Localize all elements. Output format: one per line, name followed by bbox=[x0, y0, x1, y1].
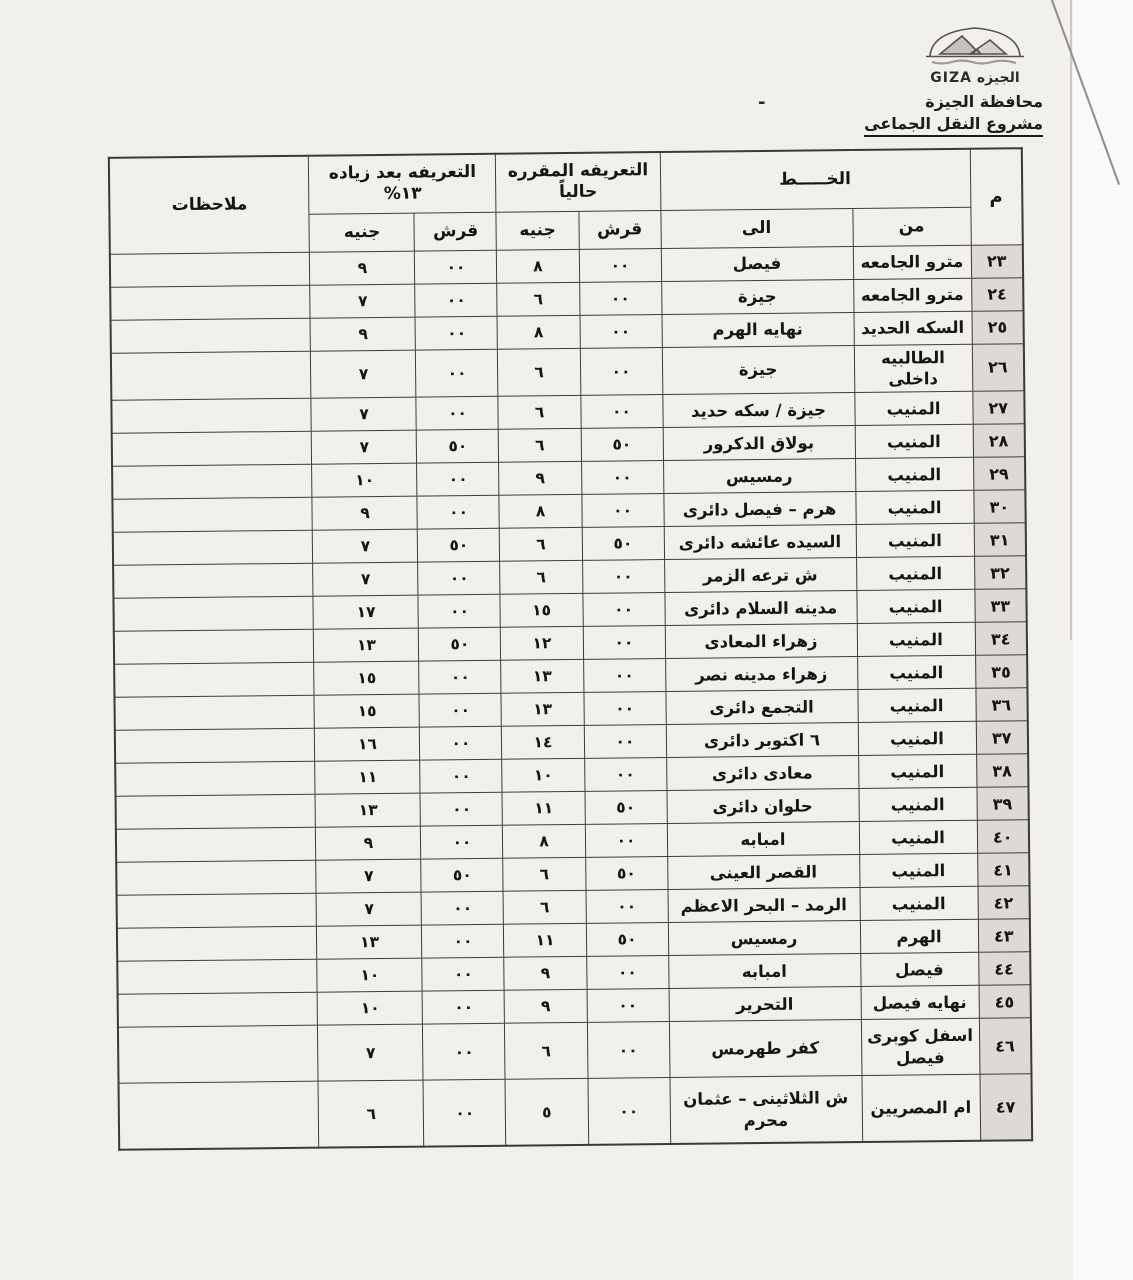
new-geneh-cell: ٩ bbox=[312, 496, 417, 530]
new-geneh-cell: ١٠ bbox=[317, 958, 422, 992]
new-qirsh-cell: ٥٠ bbox=[421, 859, 503, 893]
giza-logo-text: الجيزه GIZA bbox=[930, 70, 1020, 86]
fare-table-header bbox=[109, 148, 1023, 254]
current-qirsh-cell: ٠٠ bbox=[583, 692, 665, 726]
current-geneh-cell: ٦ bbox=[497, 282, 579, 316]
from-cell: المنيب bbox=[854, 392, 972, 426]
row-number-cell: ٣٩ bbox=[976, 787, 1028, 821]
new-qirsh-cell: ٠٠ bbox=[417, 496, 499, 530]
to-cell: الرمد – البحر الاعظم bbox=[668, 888, 860, 923]
header-current-tariff-line1: التعريفه المقرره bbox=[507, 160, 649, 182]
row-number-cell: ٤٢ bbox=[978, 886, 1030, 920]
new-qirsh-cell: ٠٠ bbox=[415, 316, 497, 350]
notes-cell bbox=[117, 927, 317, 962]
notes-cell bbox=[114, 663, 314, 698]
row-number-cell: ٤٤ bbox=[978, 952, 1030, 986]
notes-cell bbox=[110, 318, 310, 353]
row-number-cell: ٤٥ bbox=[979, 985, 1031, 1019]
from-cell: المنيب bbox=[856, 524, 974, 558]
notes-cell bbox=[110, 252, 310, 287]
header-number: م bbox=[970, 148, 1023, 245]
row-number-cell: ٢٧ bbox=[972, 391, 1024, 425]
from-cell: السكه الحديد bbox=[853, 311, 971, 345]
row-number-cell: ٣٨ bbox=[976, 754, 1028, 788]
from-cell: مترو الجامعه bbox=[853, 245, 971, 279]
new-geneh-cell: ١٥ bbox=[314, 694, 419, 728]
new-geneh-cell: ١٠ bbox=[318, 991, 423, 1025]
new-geneh-cell: ٧ bbox=[311, 397, 416, 431]
from-cell: المنيب bbox=[858, 755, 976, 789]
current-geneh-cell: ١٥ bbox=[500, 594, 582, 628]
to-cell: حلوان دائرى bbox=[666, 789, 858, 824]
new-qirsh-cell: ٠٠ bbox=[422, 925, 504, 959]
new-qirsh-cell: ٥٠ bbox=[419, 628, 501, 662]
new-geneh-cell: ٧ bbox=[313, 562, 418, 596]
current-geneh-cell: ٦ bbox=[500, 561, 582, 595]
to-cell: ٦ اكتوبر دائرى bbox=[666, 723, 858, 758]
current-qirsh-cell: ٠٠ bbox=[585, 824, 667, 858]
to-cell: رمسيس bbox=[663, 459, 855, 494]
notes-cell bbox=[111, 351, 311, 401]
current-geneh-cell: ٦ bbox=[503, 858, 585, 892]
to-cell: كفر طهرمس bbox=[669, 1020, 862, 1078]
notes-cell bbox=[114, 630, 314, 665]
from-cell: مترو الجامعه bbox=[853, 278, 971, 312]
notes-cell bbox=[115, 729, 315, 764]
current-geneh-cell: ٨ bbox=[497, 315, 579, 349]
new-qirsh-cell: ٠٠ bbox=[417, 463, 499, 497]
notes-cell bbox=[118, 1026, 319, 1084]
new-qirsh-cell: ٠٠ bbox=[415, 250, 497, 284]
giza-letterhead bbox=[895, 20, 1055, 86]
org-header bbox=[864, 92, 1043, 137]
current-qirsh-cell: ٠٠ bbox=[579, 248, 661, 282]
current-qirsh-cell: ٥٠ bbox=[584, 791, 666, 825]
notes-cell bbox=[118, 993, 318, 1028]
from-cell: فيصل bbox=[860, 953, 978, 987]
row-number-cell: ٢٦ bbox=[972, 343, 1024, 391]
to-cell: بولاق الدكرور bbox=[663, 426, 855, 461]
current-qirsh-cell: ٠٠ bbox=[580, 347, 662, 396]
current-geneh-cell: ٦ bbox=[498, 348, 581, 397]
row-number-cell: ٣٥ bbox=[975, 655, 1027, 689]
notes-cell bbox=[113, 564, 313, 599]
header-current-tariff-line2: حالياً bbox=[558, 181, 598, 203]
row-number-cell: ٢٤ bbox=[971, 277, 1023, 311]
to-cell: جيزة bbox=[662, 345, 854, 395]
to-cell: السيده عائشه دائرى bbox=[664, 525, 856, 560]
from-cell: المنيب bbox=[860, 887, 978, 921]
new-qirsh-cell: ٠٠ bbox=[422, 892, 504, 926]
row-number-cell: ٢٣ bbox=[971, 244, 1023, 278]
giza-pyramids-logo-icon bbox=[910, 20, 1040, 72]
page-dash-mark: - bbox=[758, 92, 766, 113]
notes-cell bbox=[116, 861, 316, 896]
header-line-group: الخـــــط bbox=[660, 149, 971, 210]
fare-table-row bbox=[118, 1018, 1032, 1084]
new-qirsh-cell: ٠٠ bbox=[420, 793, 502, 827]
from-cell: المنيب bbox=[857, 656, 975, 690]
notes-cell bbox=[113, 597, 313, 632]
current-qirsh-cell: ٠٠ bbox=[582, 593, 664, 627]
to-cell: امبابه bbox=[668, 954, 860, 989]
new-geneh-cell: ١٠ bbox=[312, 463, 417, 497]
new-geneh-cell: ٧ bbox=[318, 1024, 424, 1081]
notes-cell bbox=[112, 432, 312, 467]
new-geneh-cell: ١٣ bbox=[317, 925, 422, 959]
project-title: مشروع النقل الجماعى bbox=[864, 114, 1043, 137]
row-number-cell: ٣٦ bbox=[975, 688, 1027, 722]
from-cell: المنيب bbox=[855, 491, 973, 525]
to-cell: زهراء المعادى bbox=[665, 624, 857, 659]
governorate-title: محافظة الجيزة bbox=[925, 92, 1043, 111]
notes-cell bbox=[112, 465, 312, 500]
from-cell: ام المصريين bbox=[861, 1075, 980, 1142]
current-qirsh-cell: ٠٠ bbox=[581, 494, 663, 528]
notes-cell bbox=[114, 696, 314, 731]
current-qirsh-cell: ٠٠ bbox=[581, 461, 663, 495]
new-geneh-cell: ١٣ bbox=[315, 793, 420, 827]
current-qirsh-cell: ٠٠ bbox=[588, 1078, 671, 1145]
header-increased-tariff-group bbox=[309, 154, 497, 214]
current-qirsh-cell: ٠٠ bbox=[583, 626, 665, 660]
new-geneh-cell: ١٧ bbox=[313, 595, 418, 629]
new-qirsh-cell: ٠٠ bbox=[422, 958, 504, 992]
current-geneh-cell: ١٤ bbox=[502, 726, 584, 760]
new-qirsh-cell: ٠٠ bbox=[420, 760, 502, 794]
current-geneh-cell: ٩ bbox=[505, 990, 587, 1024]
current-geneh-cell: ٨ bbox=[497, 249, 579, 283]
current-qirsh-cell: ٠٠ bbox=[584, 725, 666, 759]
to-cell: رمسيس bbox=[668, 921, 860, 956]
new-qirsh-cell: ٠٠ bbox=[418, 595, 500, 629]
new-geneh-cell: ١٥ bbox=[314, 661, 419, 695]
from-cell: المنيب bbox=[856, 590, 974, 624]
header-increased-tariff-line2: ١٣% bbox=[383, 183, 422, 205]
notes-cell bbox=[112, 498, 312, 533]
to-cell: ش الثلاثينى – عثمان محرم bbox=[669, 1076, 862, 1144]
new-geneh-cell: ٧ bbox=[316, 859, 421, 893]
to-cell: جيزة bbox=[661, 279, 853, 314]
new-geneh-cell: ٧ bbox=[317, 892, 422, 926]
notes-cell bbox=[117, 960, 317, 995]
new-qirsh-cell: ٠٠ bbox=[419, 661, 501, 695]
current-geneh-cell: ١١ bbox=[502, 792, 584, 826]
new-qirsh-cell: ٥٠ bbox=[417, 430, 499, 464]
row-number-cell: ٣٠ bbox=[973, 490, 1025, 524]
current-qirsh-cell: ٠٠ bbox=[579, 281, 661, 315]
current-geneh-cell: ١٢ bbox=[501, 627, 583, 661]
new-geneh-cell: ٩ bbox=[316, 826, 421, 860]
scan-edge-strip bbox=[1073, 0, 1133, 1280]
row-number-cell: ٤٣ bbox=[978, 919, 1030, 953]
row-number-cell: ٣١ bbox=[974, 523, 1026, 557]
row-number-cell: ٣٧ bbox=[976, 721, 1028, 755]
current-geneh-cell: ١٣ bbox=[501, 660, 583, 694]
to-cell: مدينه السلام دائرى bbox=[664, 591, 856, 626]
notes-cell bbox=[110, 285, 310, 320]
row-number-cell: ٤٠ bbox=[977, 820, 1029, 854]
row-number-cell: ٤٦ bbox=[979, 1018, 1032, 1075]
new-geneh-cell: ٩ bbox=[310, 251, 415, 285]
new-geneh-cell: ٦ bbox=[318, 1080, 424, 1147]
current-geneh-cell: ٦ bbox=[499, 429, 581, 463]
from-cell: المنيب bbox=[858, 788, 976, 822]
to-cell: التحرير bbox=[669, 987, 861, 1022]
notes-cell bbox=[115, 795, 315, 830]
current-geneh-cell: ٦ bbox=[498, 396, 580, 430]
current-qirsh-cell: ٥٠ bbox=[586, 923, 668, 957]
current-geneh-cell: ١٠ bbox=[502, 759, 584, 793]
from-cell: المنيب bbox=[857, 689, 975, 723]
fare-table-container bbox=[110, 147, 1033, 1150]
new-geneh-cell: ٧ bbox=[312, 430, 417, 464]
new-geneh-cell: ١٦ bbox=[315, 727, 420, 761]
from-cell: المنيب bbox=[856, 557, 974, 591]
header-increased-tariff-line1: التعريفه بعد زياده bbox=[328, 161, 477, 184]
current-geneh-cell: ١٣ bbox=[501, 693, 583, 727]
from-cell: المنيب bbox=[859, 854, 977, 888]
from-cell: المنيب bbox=[858, 722, 976, 756]
current-geneh-cell: ٨ bbox=[503, 825, 585, 859]
current-geneh-cell: ٥ bbox=[505, 1079, 588, 1146]
header-notes: ملاحظات bbox=[109, 156, 310, 254]
header-new-qirsh: قرش bbox=[414, 212, 496, 251]
to-cell: امبابه bbox=[667, 822, 859, 857]
new-geneh-cell: ٧ bbox=[310, 284, 415, 318]
new-geneh-cell: ١١ bbox=[315, 760, 420, 794]
new-geneh-cell: ٧ bbox=[313, 529, 418, 563]
row-number-cell: ٢٥ bbox=[971, 310, 1023, 344]
new-qirsh-cell: ٠٠ bbox=[423, 1024, 506, 1081]
header-to: الى bbox=[660, 208, 852, 248]
notes-cell bbox=[115, 762, 315, 797]
current-qirsh-cell: ٠٠ bbox=[586, 956, 668, 990]
current-qirsh-cell: ٠٠ bbox=[582, 560, 664, 594]
current-qirsh-cell: ٥٠ bbox=[581, 428, 663, 462]
current-qirsh-cell: ٥٠ bbox=[585, 857, 667, 891]
to-cell: القصر العينى bbox=[667, 855, 859, 890]
notes-cell bbox=[118, 1082, 319, 1150]
row-number-cell: ٤٧ bbox=[979, 1074, 1032, 1141]
to-cell: معادى دائرى bbox=[666, 756, 858, 791]
from-cell: اسفل كوبرى فيصل bbox=[861, 1019, 980, 1076]
notes-cell bbox=[116, 828, 316, 863]
new-qirsh-cell: ٠٠ bbox=[418, 562, 500, 596]
new-qirsh-cell: ٠٠ bbox=[423, 991, 505, 1025]
to-cell: نهايه الهرم bbox=[661, 312, 853, 347]
to-cell: جيزة / سكه حديد bbox=[662, 393, 854, 428]
new-qirsh-cell: ٥٠ bbox=[418, 529, 500, 563]
from-cell: نهايه فيصل bbox=[861, 986, 979, 1020]
current-qirsh-cell: ٠٠ bbox=[586, 890, 668, 924]
from-cell: الطالبيه داخلى bbox=[854, 344, 972, 393]
fare-table-row bbox=[118, 1074, 1032, 1150]
to-cell: ش ترعه الزمر bbox=[664, 558, 856, 593]
from-cell: المنيب bbox=[859, 821, 977, 855]
current-geneh-cell: ٦ bbox=[500, 528, 582, 562]
header-from: من bbox=[852, 207, 970, 246]
row-number-cell: ٢٩ bbox=[973, 457, 1025, 491]
new-qirsh-cell: ٠٠ bbox=[416, 349, 498, 398]
current-qirsh-cell: ٠٠ bbox=[587, 989, 669, 1023]
from-cell: المنيب bbox=[855, 458, 973, 492]
new-qirsh-cell: ٠٠ bbox=[423, 1080, 506, 1147]
header-current-tariff-group bbox=[496, 152, 661, 212]
from-cell: الهرم bbox=[860, 920, 978, 954]
current-qirsh-cell: ٥٠ bbox=[582, 527, 664, 561]
row-number-cell: ٤١ bbox=[977, 853, 1029, 887]
header-new-geneh: جنيه bbox=[309, 213, 414, 252]
new-geneh-cell: ٧ bbox=[311, 350, 417, 399]
current-geneh-cell: ١١ bbox=[504, 924, 586, 958]
current-geneh-cell: ٨ bbox=[499, 495, 581, 529]
current-qirsh-cell: ٠٠ bbox=[587, 1022, 670, 1079]
current-qirsh-cell: ٠٠ bbox=[584, 758, 666, 792]
notes-cell bbox=[113, 531, 313, 566]
fare-table bbox=[108, 147, 1033, 1150]
current-qirsh-cell: ٠٠ bbox=[583, 659, 665, 693]
new-qirsh-cell: ٠٠ bbox=[416, 397, 498, 431]
row-number-cell: ٣٢ bbox=[974, 556, 1026, 590]
scan-artifact-vertical-line bbox=[1070, 0, 1072, 640]
header-current-qirsh: قرش bbox=[578, 210, 660, 249]
from-cell: المنيب bbox=[857, 623, 975, 657]
new-geneh-cell: ١٣ bbox=[314, 628, 419, 662]
current-geneh-cell: ٦ bbox=[505, 1023, 588, 1080]
notes-cell bbox=[117, 894, 317, 929]
row-number-cell: ٣٣ bbox=[974, 589, 1026, 623]
current-qirsh-cell: ٠٠ bbox=[580, 395, 662, 429]
notes-cell bbox=[111, 399, 311, 434]
fare-table-body bbox=[110, 244, 1032, 1149]
header-current-geneh: جنيه bbox=[496, 211, 578, 250]
to-cell: هرم – فيصل دائرى bbox=[663, 492, 855, 527]
current-qirsh-cell: ٠٠ bbox=[580, 314, 662, 348]
to-cell: فيصل bbox=[661, 246, 853, 281]
to-cell: زهراء مدينه نصر bbox=[665, 657, 857, 692]
from-cell: المنيب bbox=[855, 425, 973, 459]
new-geneh-cell: ٩ bbox=[310, 317, 415, 351]
current-geneh-cell: ٦ bbox=[504, 891, 586, 925]
new-qirsh-cell: ٠٠ bbox=[421, 826, 503, 860]
current-geneh-cell: ٩ bbox=[499, 462, 581, 496]
new-qirsh-cell: ٠٠ bbox=[420, 727, 502, 761]
row-number-cell: ٢٨ bbox=[973, 424, 1025, 458]
new-qirsh-cell: ٠٠ bbox=[415, 283, 497, 317]
new-qirsh-cell: ٠٠ bbox=[419, 694, 501, 728]
row-number-cell: ٣٤ bbox=[975, 622, 1027, 656]
to-cell: التجمع دائرى bbox=[665, 690, 857, 725]
current-geneh-cell: ٩ bbox=[504, 957, 586, 991]
